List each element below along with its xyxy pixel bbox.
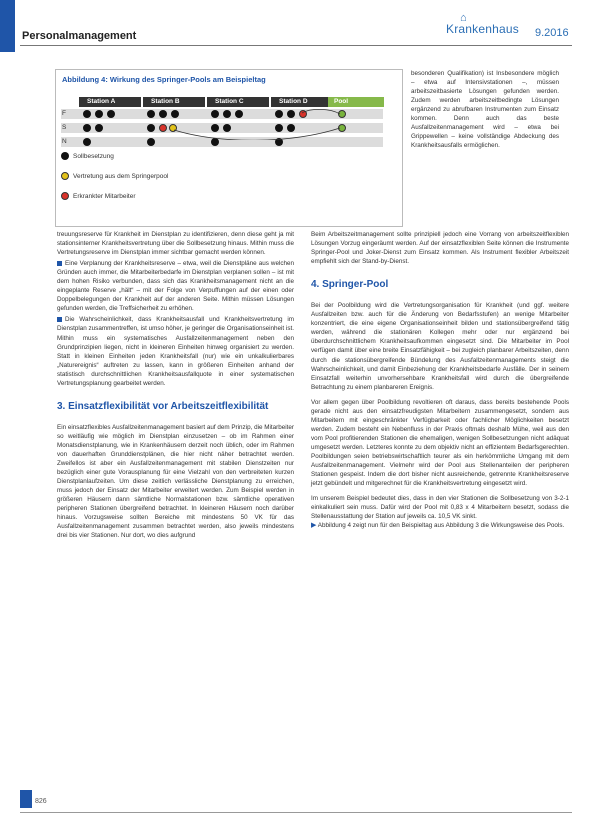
bullet-1-text: Eine Verplanung der Krankheitsreserve – etwa, weil die Dienstpläne aus welchen Gründen auch immer, die Mitarbeiterbedarfe im Dienstplan verplanen sollen – ist mit dem hohen Risiko verbunden, dass sich das Krankheitsmanagement nicht an die eingeplante Reserve „hält“ – mit der Folge von Verpuffungen auf der einen oder Doppelbelegungen der Krankheit auf der anderen Seite. Mithin müssen Lösungen gefunden werden, die Treffsicherheit zu erhöhen. <box>57 260 294 313</box>
left-paragraph-1: treuungsreserve für Krankheit im Dienstplan zu identifizieren, denn diese geht ja mit stationsinterner Krankheitsvertretung über die Sollbesetzung hinaus. Mithin muss die Vertretungsreserve im Dienstplan immer sichtbar gemacht werden können. <box>57 231 294 257</box>
bullet-2-text: Die Wahrscheinlichkeit, dass Krankheitsausfall und Krankheitsvertretung im Dienstplan zusammentreffen, ist umso höher, je geringer die Organisationseinheit ist. Mithin muss ein systematisches Ausfallzeitenmanagement neben den Grundprinzipien liegen, nicht in kleineren Einheiten hinweg organisiert zu werden. Statt in kleinen Einheiten jeden Krankheitsfall (nur) wie ein unkalkulierbares „Naturereignis“ auftreten zu lassen, kann in größeren Einheiten anhand der statistisch durchschnittlichen Krankheitsausfallquote in einer systematischen Vertretungsplanung gearbeitet werden. <box>57 316 294 387</box>
row-label-f: F <box>62 110 66 117</box>
right-top-paragraph <box>411 69 559 150</box>
legend-label-vertretung: Vertretung aus dem Springerpool <box>73 173 169 180</box>
right-paragraph-3: Vor allem gegen über Poolbildung revoltieren oft daraus, dass bereits bestehende Pools gerade nicht aus den einsatzfreudigsten Mitarbeitern zusammengesetzt, sondern aus Mitarbeitern mit eingeschränkter Verfügbarkeit oder fachlicher Möglichkeiten besetzt werden. Zudem besteht ein Nebenfluss in der Praxis oftmals deshalb Mühe, weil aus den vom Pool profitierenden Stationen die ehemaligen, wenigen Sollbesetzungen nicht adäquat umgesetzt werden. Letzteres konnte zu dem objektiv nicht an effizientem Bedarfsgerechten. Poolbildungen seien betriebswirtschaftlich teurer als ein herkömmliche Umgang mit dem Ausfallzeitenmanagement. Vielmehr wird der Pool aus Stellenanteilen der peripheren Stationen gespeist. Indem die dort bisher nicht ausreichende, getrennte Krankheitsreserve jetzt gebündelt und mitgerechnet für die Krankheitsvertretung eingesetzt wird. <box>311 398 569 488</box>
legend-dot-soll <box>61 152 69 160</box>
left-column <box>57 230 294 540</box>
right-column <box>311 230 569 530</box>
bullet-square-icon <box>57 317 62 322</box>
dot-sollbesetzung <box>83 110 91 118</box>
legend-label-erkrankt: Erkrankter Mitarbeiter <box>73 193 136 200</box>
footer-divider <box>20 812 572 813</box>
dot-sollbesetzung <box>95 110 103 118</box>
right-paragraph-5 <box>311 521 569 530</box>
header-color-block <box>0 0 15 52</box>
bullet-1 <box>57 259 294 313</box>
legend-dot-erkrankt <box>61 192 69 200</box>
right-paragraph-4: Im unserem Beispiel bedeutet dies, dass in den vier Stationen die Sollbesetzung von 3-2-1 einkalkuliert sein muss. Dafür wird der Pool mit 0,83 x 4 Mitarbeitern besetzt, sodass die Stellenausstattung der Station auf jeweils ca. 10,5 VK sinkt. <box>311 495 569 521</box>
roof-icon: ⌂ <box>460 12 467 24</box>
bullet-2 <box>57 315 294 387</box>
dot-sollbesetzung <box>83 138 91 146</box>
brand-text: Krankenhaus <box>446 22 519 36</box>
row-label-n: N <box>62 138 67 145</box>
dot-sollbesetzung <box>147 110 155 118</box>
station-a-header: Station A <box>79 97 141 107</box>
issue-date: 9.2016 <box>535 27 569 39</box>
dot-sollbesetzung <box>147 124 155 132</box>
right-paragraph-5-text: Abbildung 4 zeigt nun für den Beispieltag aus Abbildung 3 die Wirkungsweise des Pools. <box>317 522 565 530</box>
figure-box <box>55 69 403 227</box>
right-top-text: besonderen Qualifikation) ist Insbesondere möglich – etwa auf Intensivstationen –, müssen arbeitszeitbasierte Lösungen gefunden werden. Zudem werden arbeitszeitbedingte Lösungen ergänzend zu abrufbaren Instrumenten zum Einsatz kommen. Denn auch das beste Ausfallzeitenmanagement wird – etwa bei Grippewellen – keine vollständige Abdeckung des Krankheitsausfalls ermöglichen. <box>411 70 559 150</box>
journal-brand <box>446 12 519 36</box>
row-label-s: S <box>62 124 67 131</box>
station-c-header: Station C <box>207 97 269 107</box>
station-b-header: Station B <box>143 97 205 107</box>
dot-sollbesetzung <box>147 138 155 146</box>
triangle-arrow-icon: ▶ <box>311 522 317 530</box>
dot-sollbesetzung <box>107 110 115 118</box>
header-divider <box>20 45 572 46</box>
section-heading-3: 3. Einsatzflexibilität vor Arbeitszeitflexibilität <box>57 400 269 412</box>
dot-sollbesetzung <box>83 124 91 132</box>
section-heading-4: 4. Springer-Pool <box>311 279 389 291</box>
legend-label-soll: Sollbesetzung <box>73 153 114 160</box>
section-title: Personalmanagement <box>22 30 137 42</box>
legend-dot-vertretung <box>61 172 69 180</box>
dot-sollbesetzung <box>95 124 103 132</box>
right-paragraph-2: Bei der Poolbildung wird die Vertretungsorganisation für Krankheit (und ggf. weitere Ausfallzeiten bzw. auch für die Änderung von Bedarfsstufen) an wenige Mitarbeiter konzentriert, die eine eigene Organisationseinheit bilden und stationsübergreifend tätig werden, während die stationären Kollegen mehr oder nur ergänzend bei überdurchschnittlichem Krankheitsaufkommen eingesetzt sind. Die Mitarbeiter im Pool verfügen damit über eine breite Einsatzfähigkeit – bei zugleich planbarer Arbeitszeiten, denn durch die stationsübergreifende Bündelung des Ausfallzeitenmanagements steigt die Wahrscheinlichkeit, und damit Einbeziehung der Krankheitsbedarfe Ausfälle. Der in seinem Einsatzfall weiterhin unvorhersehbare Krankheitsfall wird durch die übergreifende Betrachtung zu einem planbareren Ereignis. <box>311 302 569 391</box>
page-number: 826 <box>35 798 47 805</box>
figure-title: Abbildung 4: Wirkung des Springer-Pools am Beispieltag <box>62 75 266 84</box>
right-paragraph-1: Beim Arbeitszeitmanagement sollte prinzipiell jedoch eine Vorrang von arbeitszeitflexiblen Lösungen Vorzug eingeräumt werden. Auf der einsatzflexiblen Seite können die Instrumente Springer-Pool und Joker-Dienst zum Einsatz kommen. Als Instrument flexibler Arbeitszeit empfiehlt sich der Stand-by-Dienst. <box>311 231 569 266</box>
station-d-header: Station D <box>271 97 333 107</box>
bullet-square-icon <box>57 261 62 266</box>
pool-assignment-arrows <box>160 100 350 140</box>
page-number-tab <box>20 790 32 808</box>
left-paragraph-2: Ein einsatzflexibles Ausfallzeitenmanagement basiert auf dem Prinzip, die Mitarbeiter so weitläufig wie möglich im Dienstplan einzusetzen – ob im Rahmen einer Monatsdienstplanung, wie in Krankenhäusern derzeit noch üblich, oder im Rahmen von dauerhaften Grunddienstplänen, die hier nicht näher betrachtet werden. Zweifellos ist aber ein Ausfallzeitenmanagement mit stabilen Dienstzeiten nur bezüglich einer gute Vorausplanung für eine Vielzahl von den verbreiteten kurzen Dienstplanlaufzeiten. Um diese zeitlich verlässliche Dienstplanung zu erreichen, muss jedoch der Einsatz der Mitarbeiter erweitert werden. Zum Beispiel werden in größeren Häusern dann sämtliche Normalstationen bzw. sämtliche operativen peripheren Stationen übergreifend betrachtet. In kleineren Häusern noch darüber hinaus. Vorzugsweise sollten Bereiche mit mindestens 50 VK für das Ausfallzeitenmanagement zusammen betrachtet werden, also jeweils mindestens drei bis vier Stationen. Nur dort, wo dies aufgrund <box>57 423 294 540</box>
pool-header: Pool <box>328 97 384 107</box>
